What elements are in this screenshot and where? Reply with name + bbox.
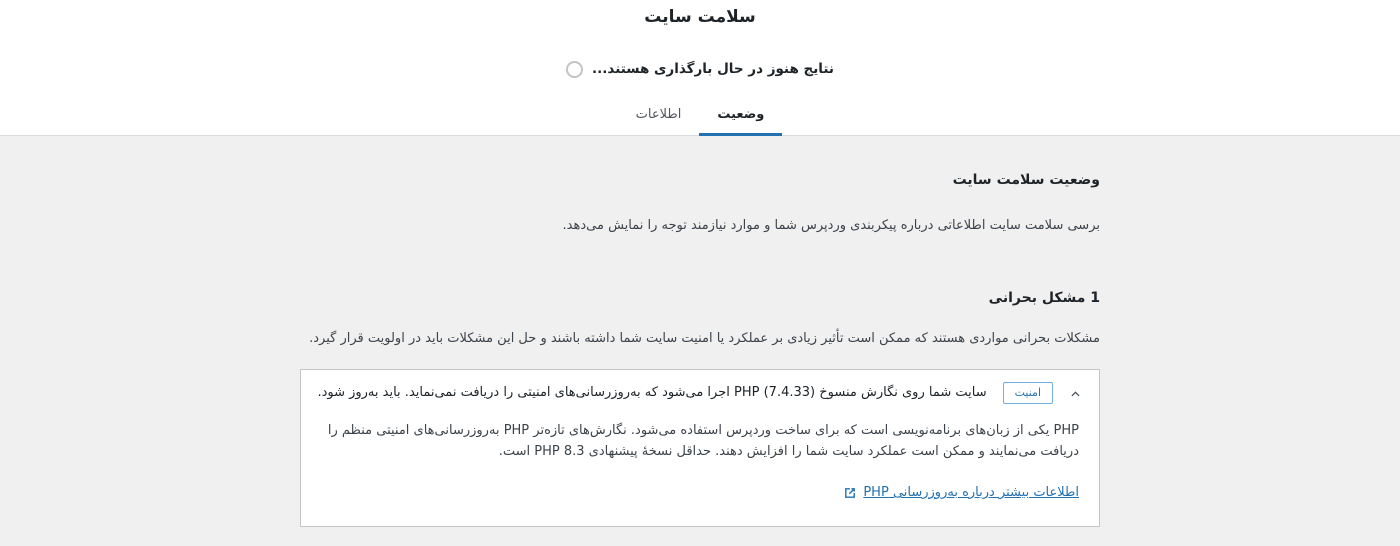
php-update-link-label: اطلاعات بیشتر درباره به‌روزرسانی PHP [863,485,1079,500]
critical-issues-heading: 1 مشکل بحرانی [988,290,1100,306]
site-health-tabs [0,101,1400,136]
tab-info[interactable]: اطلاعات [635,107,682,122]
site-health-content [0,136,1400,527]
status-badge: امنیت [1003,382,1053,404]
issue-title: سایت شما روی نگارش منسوخ (7.4.33) PHP اجرا می‌شود که به‌روزرسانی‌های امنیتی را دریافت نمی‌نماید. باید به‌روز شود. [317,385,987,400]
php-update-learn-more-link[interactable] [843,484,1079,502]
loading-status [0,60,1400,78]
site-health-header [0,0,1400,136]
issue-accordion [300,369,1100,527]
chevron-up-icon[interactable] [1065,383,1085,403]
issue-accordion-body [301,416,1099,526]
loading-status-text: نتایج هنوز در حال بارگذاری هستند... [592,61,834,77]
section-heading-site-health-status: وضعیت سلامت سایت [952,172,1100,188]
tab-status[interactable]: وضعیت [699,107,782,136]
issue-link-row [321,481,1079,502]
loading-spinner-icon [566,61,583,78]
page-title: سلامت سایت [644,7,756,27]
section-description: برسی سلامت سایت اطلاعاتی درباره پیکربندی وردپرس شما و موارد نیازمند توجه را نمایش می‌دهد. [562,218,1100,233]
external-link-icon [843,486,857,500]
critical-issues-description: مشکلات بحرانی مواردی هستند که ممکن است تأثیر زیادی بر عملکرد یا امنیت سایت شما داشته باشند و حل این مشکلات باید در اولویت قرار گیرد. [309,331,1100,346]
issue-body-text: PHP یکی از زبان‌های برنامه‌نویسی است که برای ساخت وردپرس استفاده می‌شود. نگارش‌های تازه‌تر PHP به‌روزرسانی‌های امنیتی منظم را دریافت می‌نمایند و ممکن است عملکرد سایت شما را افزایش دهند. حداقل نسخهٔ پیشنهادی PHP 8.3 است. [327,423,1079,459]
issue-accordion-header[interactable] [301,370,1099,416]
